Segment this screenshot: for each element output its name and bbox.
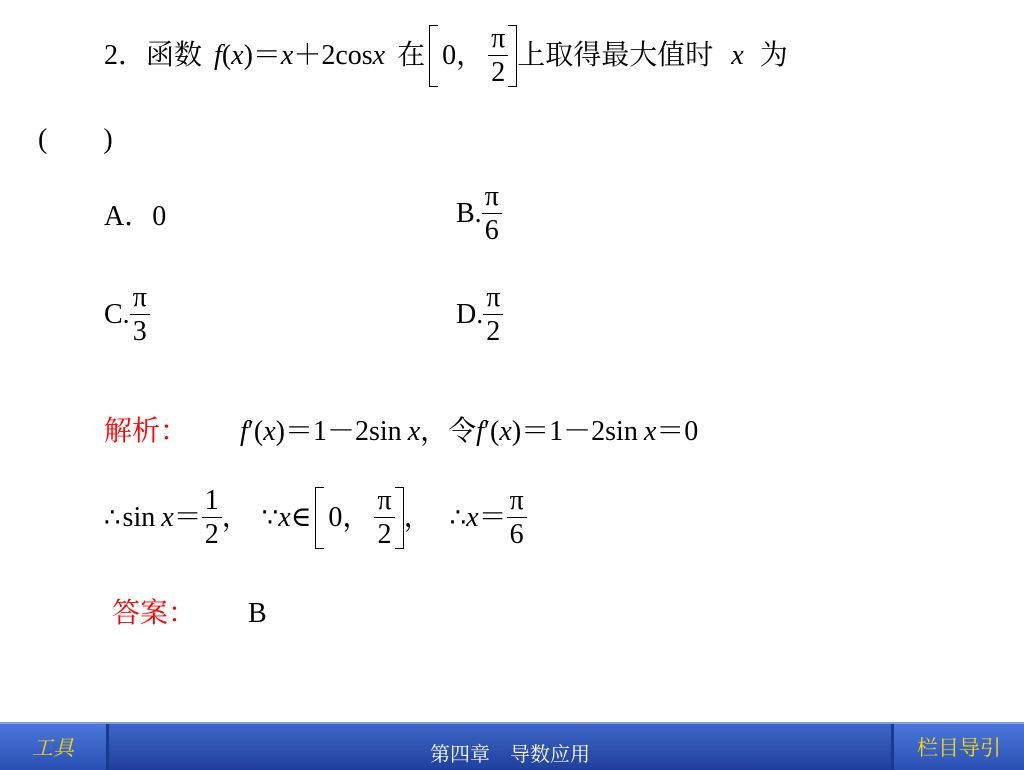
option-b: [456, 183, 502, 245]
frac-num: π: [483, 284, 503, 315]
interval-start: 0，: [328, 502, 371, 533]
left-bracket: [315, 487, 324, 549]
option-c: [104, 284, 150, 346]
frac-den: 2: [486, 316, 501, 347]
var-x: x: [372, 40, 386, 71]
option-b-label: B.: [456, 198, 482, 229]
deriv-expr: )＝1－2sin: [511, 416, 638, 447]
option-a: A．0: [104, 201, 167, 232]
footer-bar: [0, 722, 1024, 770]
interval-start: 0，: [442, 40, 485, 71]
right-bracket: [508, 25, 517, 87]
frac-num: π: [507, 487, 527, 518]
frac-num: π: [488, 25, 508, 56]
var-x: x: [407, 416, 421, 447]
analysis-label: 解析：: [104, 416, 189, 447]
sin: sin: [122, 502, 156, 533]
left-bracket: [429, 25, 438, 87]
analysis-line-1: [104, 418, 698, 446]
var-x: x: [466, 502, 479, 533]
therefore-icon: ∴: [449, 503, 467, 533]
var-x: x: [499, 416, 512, 447]
func-f: f: [214, 40, 222, 71]
equals: ＝: [478, 502, 507, 533]
question-number: 2．: [104, 40, 147, 71]
question-tail: 上取得最大值时: [517, 40, 714, 71]
frac-num: π: [130, 284, 150, 315]
func-f: f: [240, 416, 248, 447]
frac-den: 3: [132, 316, 147, 347]
chapter-title: 第四章 导数应用: [430, 742, 590, 766]
question-wei: 为: [759, 40, 788, 71]
plus-term: ＋2cos: [293, 40, 373, 71]
frac-den: 2: [377, 519, 392, 550]
section-nav-button[interactable]: 栏目导引: [891, 724, 1024, 770]
right-bracket: [395, 487, 404, 549]
deriv-expr: )＝1－2sin: [275, 416, 402, 447]
question-lead: 函数: [146, 40, 203, 71]
frac-num: π: [482, 183, 502, 214]
option-d: [456, 284, 503, 346]
comma: ，: [403, 502, 432, 533]
frac-num: 1: [202, 487, 222, 518]
tools-button[interactable]: 工具: [0, 724, 109, 770]
var-x: x: [278, 502, 291, 533]
frac-den: 6: [509, 519, 524, 550]
equals: )＝: [243, 40, 281, 71]
eq-zero: ＝0: [656, 416, 699, 447]
frac-num: π: [374, 487, 394, 518]
question-zai: 在: [397, 40, 426, 71]
var-x: x: [263, 416, 276, 447]
frac-den: 2: [491, 57, 506, 88]
option-c-label: C.: [104, 299, 130, 330]
answer-value: B: [248, 598, 267, 629]
deriv-open: ′(: [247, 416, 264, 447]
frac-den: 2: [204, 519, 219, 550]
option-d-frac: [483, 284, 503, 346]
question-line: [104, 16, 788, 96]
var-x: x: [280, 40, 294, 71]
answer-line: [112, 600, 267, 628]
pi-over-2: [374, 487, 394, 549]
equals: ＝: [173, 502, 202, 533]
therefore-icon: ∴: [104, 503, 121, 533]
pi-over-2: [488, 25, 508, 87]
element-of: ∈: [290, 502, 312, 533]
option-c-frac: [130, 284, 150, 346]
option-b-frac: [482, 183, 502, 245]
because-icon: ∵: [261, 503, 279, 533]
var-x: x: [731, 40, 744, 71]
frac-den: 6: [484, 215, 499, 246]
answer-label: 答案：: [112, 598, 197, 629]
comma: ，: [221, 502, 250, 533]
half-frac: [202, 487, 222, 549]
answer-blank: ( ): [38, 124, 113, 155]
analysis-line-2: [104, 478, 527, 558]
paren-open: (: [221, 40, 232, 71]
var-x: x: [231, 40, 244, 71]
result-frac: [507, 487, 527, 549]
deriv-open: ′(: [483, 416, 500, 447]
var-x: x: [643, 416, 657, 447]
option-d-label: D.: [456, 299, 484, 330]
func-f: f: [476, 416, 484, 447]
var-x: x: [161, 502, 174, 533]
ling: ，令: [420, 416, 477, 447]
